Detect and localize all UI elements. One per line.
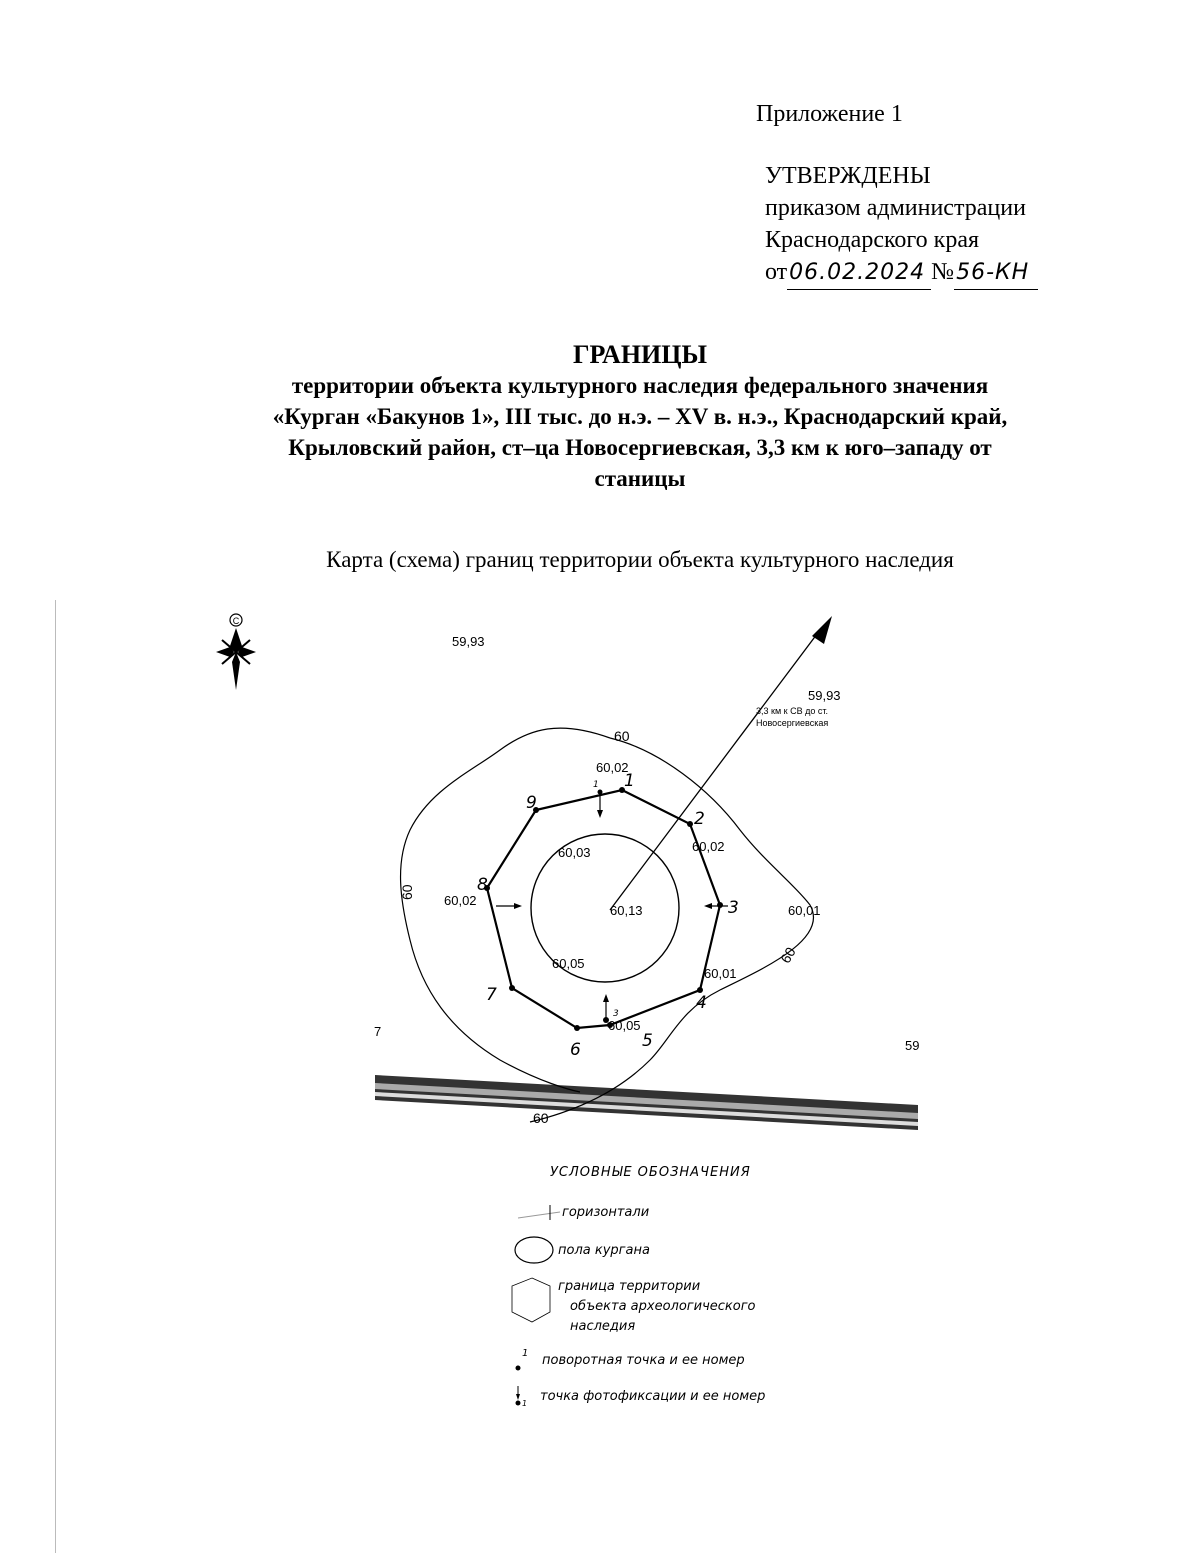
legend-photo-point-label: точка фотофиксации и ее номер	[540, 1389, 766, 1404]
legend-contours-label: горизонтали	[562, 1205, 650, 1220]
legend-photo-point-number: 1	[522, 1399, 528, 1408]
elevation-label: 60,02	[596, 760, 629, 775]
turning-point	[509, 985, 515, 991]
legend-turning-point-number: 1	[522, 1348, 529, 1359]
scan-margin-line	[55, 600, 56, 1553]
date-prefix: от	[765, 259, 788, 285]
document-heading	[200, 339, 1080, 494]
turning-point-number: 4	[696, 993, 707, 1013]
legend-boundary-label-2: объекта археологического	[570, 1299, 756, 1314]
turning-point	[574, 1025, 580, 1031]
compass-letter: С	[232, 616, 240, 626]
photo-point-number: 1	[593, 780, 599, 790]
elevation-label: 60,01	[704, 966, 737, 981]
map-legend	[512, 1165, 765, 1408]
legend-photo-point-icon	[516, 1386, 521, 1406]
north-arrow-icon	[216, 614, 256, 690]
elevation-label: 60,02	[692, 839, 725, 854]
elevation-label: 60,01	[788, 903, 821, 918]
turning-point-number: 8	[477, 875, 488, 895]
turning-point-number: 9	[526, 793, 537, 813]
contour-label: 60	[777, 944, 799, 966]
turning-point	[687, 821, 693, 827]
legend-turning-point-label: поворотная точка и ее номер	[542, 1353, 745, 1368]
number-prefix: №	[931, 259, 955, 285]
legend-contour-icon	[518, 1212, 560, 1218]
elevation-label: 60,05	[552, 956, 585, 971]
elevation-label: 7	[374, 1024, 382, 1039]
elevation-label: 60,05	[608, 1018, 641, 1033]
direction-arrow	[610, 616, 832, 910]
legend-title: УСЛОВНЫЕ ОБОЗНАЧЕНИЯ	[550, 1165, 751, 1180]
legend-boundary-label-3: наследия	[570, 1319, 636, 1334]
approval-block	[765, 160, 1038, 290]
heading-line-2: «Курган «Бакунов 1», III тыс. до н.э. – XV в. н.э., Краснодарский край,	[272, 404, 1008, 429]
turning-point-number: 5	[642, 1031, 653, 1051]
legend-boundary-icon	[512, 1278, 550, 1322]
turning-point-number: 7	[486, 985, 497, 1005]
turning-point-number: 6	[570, 1040, 581, 1060]
heading-line-1: территории объекта культурного наследия федерального значения	[291, 373, 989, 398]
turning-point-number: 3	[728, 898, 739, 918]
approved-label: УТВЕРЖДЕНЫ	[765, 163, 931, 189]
heading-line-4: станицы	[594, 466, 686, 491]
contour-label: 60	[533, 1110, 549, 1126]
elevation-label: 60,02	[444, 893, 477, 908]
turning-point	[717, 902, 723, 908]
order-number: 56-КН	[954, 257, 1038, 290]
order-line-2: Краснодарского края	[765, 227, 980, 253]
heading-main: ГРАНИЦЫ	[572, 340, 708, 369]
elevation-label: 59,93	[452, 634, 485, 649]
order-line-1: приказом администрации	[765, 195, 1026, 221]
appendix-label: Приложение 1	[756, 101, 903, 127]
boundary-polygon	[487, 790, 720, 1028]
heading-line-3: Крыловский район, ст–ца Новосергиевская, 3,3 км к юго–западу от	[288, 435, 992, 460]
contour-line-60-lower	[530, 738, 814, 1122]
direction-note-line-1: 3,3 км к СВ до ст.	[756, 706, 828, 716]
legend-boundary-label-1: граница территории	[558, 1279, 701, 1294]
boundary-map	[200, 600, 980, 1420]
turning-point-number: 2	[694, 809, 705, 829]
turning-point-number: 1	[624, 771, 635, 791]
contour-label: 60	[614, 728, 630, 744]
contour-line-60-upper	[401, 728, 610, 1092]
elevation-label: 59,93	[808, 688, 841, 703]
contour-label: 60	[399, 884, 415, 900]
elevation-label: 59	[905, 1038, 920, 1053]
legend-kurgan-label: пола кургана	[558, 1243, 650, 1258]
order-date-line	[765, 256, 1038, 290]
order-date: 06.02.2024	[787, 257, 931, 290]
map-title: Карта (схема) границ территории объекта культурного наследия	[326, 547, 954, 572]
elevation-label: 60,13	[610, 903, 643, 918]
legend-turning-point-icon	[516, 1366, 521, 1371]
road	[375, 1075, 918, 1130]
direction-note-line-2: Новосергиевская	[756, 718, 829, 728]
legend-kurgan-icon	[515, 1237, 553, 1263]
elevation-label: 60,03	[558, 845, 591, 860]
photo-point-number: 3	[613, 1009, 619, 1019]
